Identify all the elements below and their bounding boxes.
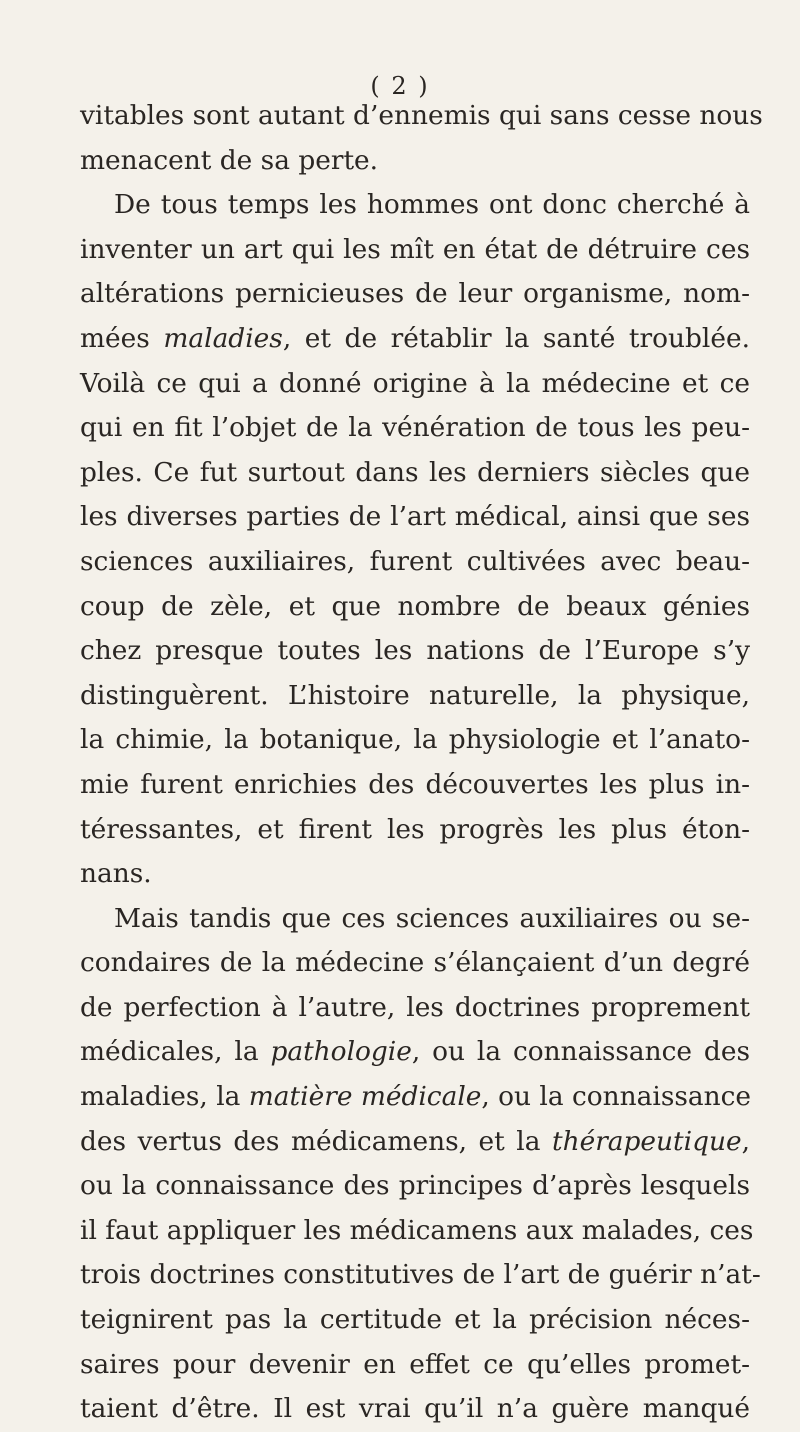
text-line: De tous temps les hommes ont donc cherché à bbox=[114, 189, 750, 221]
italic-term: matière médicale bbox=[248, 1081, 482, 1113]
text-line: il faut appliquer les médicamens aux malades, ces bbox=[80, 1214, 754, 1246]
paragraph bbox=[80, 897, 761, 1432]
text-segment: maladies, la bbox=[80, 1081, 249, 1113]
text-line: trois doctrines constitutives de l’art de guérir n’at- bbox=[80, 1259, 761, 1291]
text-line: sciences auxiliaires, furent cultivées avec beau- bbox=[80, 545, 750, 577]
text-line: inventer un art qui les mît en état de détruire ces bbox=[80, 233, 750, 265]
text-segment: , ou la connaissance bbox=[481, 1081, 752, 1113]
text-line: coup de zèle, et que nombre de beaux génies bbox=[80, 590, 750, 622]
body-text bbox=[80, 94, 763, 1432]
paragraph bbox=[80, 94, 763, 183]
page-number: ( 2 ) bbox=[370, 72, 430, 100]
italic-term: thérapeutique bbox=[551, 1125, 742, 1157]
text-segment: , ou la connaissance des bbox=[411, 1036, 750, 1068]
paragraph bbox=[80, 183, 750, 897]
text-line: teignirent pas la certitude et la précision néces- bbox=[80, 1304, 750, 1336]
text-line bbox=[80, 1075, 750, 1120]
text-segment: des vertus des médicamens, et la bbox=[80, 1125, 552, 1157]
text-line: Voilà ce qui a donné origine à la médecine et ce bbox=[80, 367, 750, 399]
text-segment: médicales, la bbox=[80, 1036, 271, 1068]
text-line bbox=[80, 1030, 750, 1075]
text-line: taient d’être. Il est vrai qu’il n’a guère manqué bbox=[80, 1393, 750, 1425]
text-line bbox=[80, 317, 750, 362]
italic-term: maladies bbox=[163, 322, 283, 354]
text-line: mie furent enrichies des découvertes les plus in- bbox=[80, 768, 750, 800]
text-line: altérations pernicieuses de leur organisme, nom- bbox=[80, 278, 750, 310]
text-line: les diverses parties de l’art médical, ainsi que ses bbox=[80, 501, 750, 533]
text-line: ou la connaissance des principes d’après lesquels bbox=[80, 1170, 750, 1202]
text-line: ples. Ce fut surtout dans les derniers siècles que bbox=[80, 456, 750, 488]
text-line bbox=[80, 1120, 750, 1165]
text-line: distinguèrent. L’histoire naturelle, la physique, bbox=[80, 679, 750, 711]
text-line: téressantes, et firent les progrès les plus éton- bbox=[80, 813, 750, 845]
italic-term: pathologie bbox=[270, 1036, 412, 1068]
text-segment: , et de rétablir la santé troublée. bbox=[282, 322, 750, 354]
text-segment: , bbox=[741, 1125, 750, 1157]
text-segment: mées bbox=[80, 322, 164, 354]
text-line: qui en fit l’objet de la vénération de tous les peu- bbox=[80, 412, 750, 444]
text-line: chez presque toutes les nations de l’Europe s’y bbox=[80, 635, 750, 667]
text-line: la chimie, la botanique, la physiologie et l’anato- bbox=[80, 724, 750, 756]
text-line: nans. bbox=[80, 858, 152, 890]
text-line: saires pour devenir en effet ce qu’elles promet- bbox=[80, 1348, 750, 1380]
text-line: menacent de sa perte. bbox=[80, 144, 379, 176]
text-line: Mais tandis que ces sciences auxiliaires ou se- bbox=[114, 902, 750, 934]
text-line: vitables sont autant d’ennemis qui sans cesse nous bbox=[80, 100, 763, 131]
text-line: de perfection à l’autre, les doctrines proprement bbox=[80, 991, 750, 1023]
text-line: condaires de la médecine s’élançaient d’un degré bbox=[80, 947, 750, 979]
